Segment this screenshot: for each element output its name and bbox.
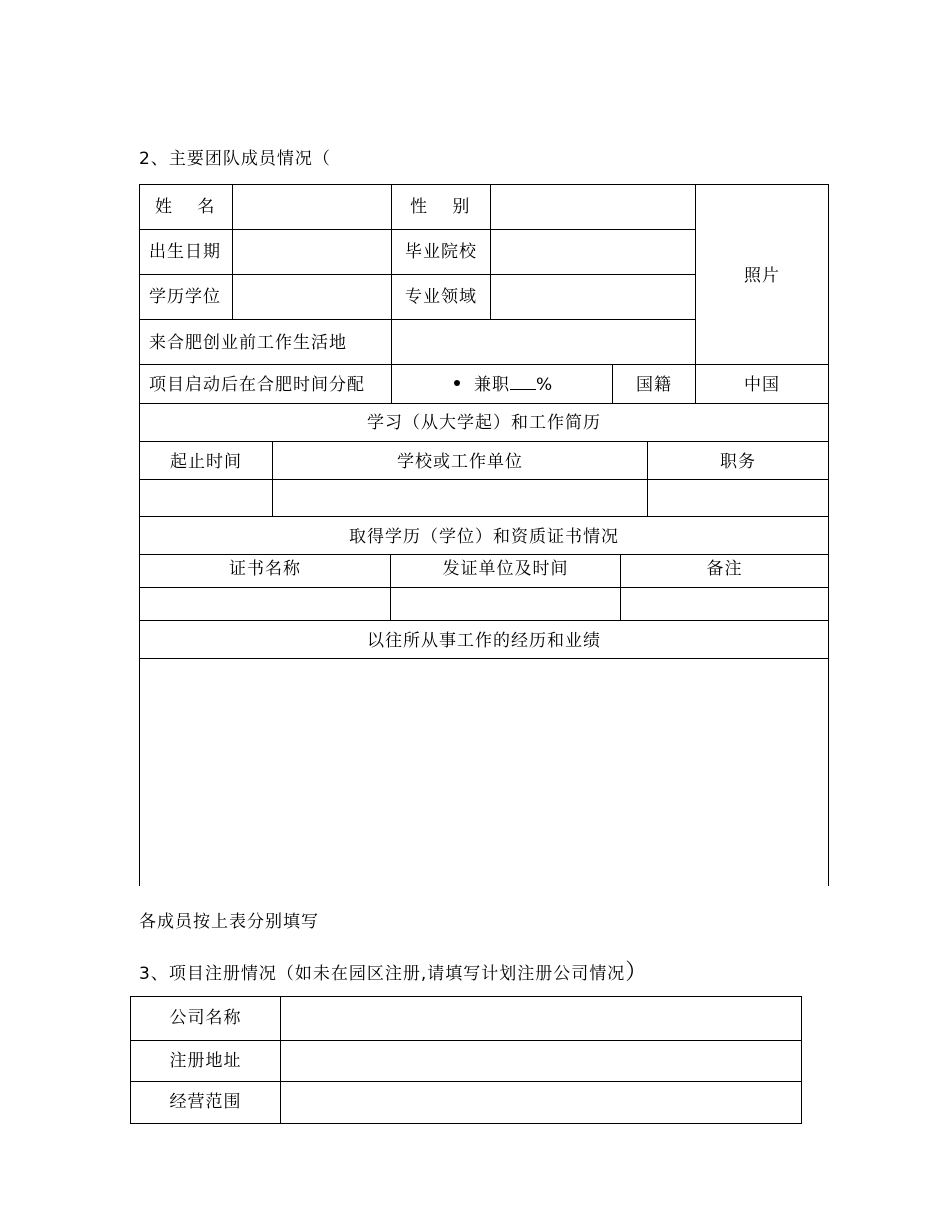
fill-in-note: 各成员按上表分别填写: [139, 912, 319, 932]
certs-issuer-field[interactable]: [391, 588, 620, 620]
percent-blank[interactable]: [510, 375, 536, 390]
company-name-field[interactable]: [281, 997, 801, 1040]
certs-remarks-field[interactable]: [621, 588, 828, 620]
section3-title-text: 3、项目注册情况（如未在园区注册,请填写计划注册公司情况: [139, 964, 626, 984]
registered-address-field[interactable]: [281, 1041, 801, 1081]
label-major: 专业领域: [405, 287, 477, 307]
time-allocation-value[interactable]: [454, 375, 553, 395]
bullet-icon: [454, 380, 460, 386]
label-prior-place: 来合肥创业前工作生活地: [149, 333, 347, 353]
photo-label: 照片: [744, 266, 780, 286]
label-birth-date: 出生日期: [149, 242, 221, 262]
certs-name-field[interactable]: [140, 588, 390, 620]
experience-section-title: 以往所从事工作的经历和业绩: [367, 631, 601, 651]
major-field[interactable]: [491, 275, 694, 319]
table-divider: [139, 364, 829, 365]
label-name: 姓 名: [155, 197, 216, 217]
label-graduate-school: 毕业院校: [405, 242, 477, 262]
table-border-right: [801, 996, 802, 1124]
experience-textarea[interactable]: [140, 659, 828, 885]
label-company-name: 公司名称: [169, 1008, 242, 1028]
table-divider: [139, 441, 829, 442]
table-divider: [391, 184, 392, 403]
certs-section-title: 取得学历（学位）和资质证书情况: [349, 527, 619, 547]
degree-field[interactable]: [233, 275, 390, 319]
gender-field[interactable]: [491, 185, 694, 229]
label-gender: 性 别: [410, 197, 471, 217]
resume-position-field[interactable]: [648, 480, 828, 516]
resume-organization-field[interactable]: [273, 480, 647, 516]
prior-place-field[interactable]: [392, 320, 694, 364]
section3-title: [139, 955, 648, 986]
label-business-scope: 经营范围: [169, 1092, 242, 1112]
certs-col-issuer: 发证单位及时间: [442, 559, 569, 579]
name-field[interactable]: [233, 185, 390, 229]
resume-col-organization: 学校或工作单位: [397, 452, 523, 472]
label-time-allocation: 项目启动后在合肥时间分配: [149, 375, 365, 395]
resume-col-position: 职务: [720, 452, 756, 472]
graduate-school-field[interactable]: [491, 230, 694, 274]
birth-date-field[interactable]: [233, 230, 390, 274]
label-degree: 学历学位: [149, 287, 221, 307]
part-time-label: 兼职: [474, 375, 510, 395]
resume-col-period: 起止时间: [170, 452, 242, 472]
section2-title: 2、主要团队成员情况（: [139, 149, 331, 169]
business-scope-field[interactable]: [281, 1082, 801, 1123]
table-divider: [139, 620, 829, 621]
table-divider: [139, 554, 829, 555]
label-registered-address: 注册地址: [169, 1051, 242, 1071]
resume-section-title: 学习（从大学起）和工作简历: [367, 413, 601, 433]
nationality-value: 中国: [744, 375, 780, 395]
photo-placeholder[interactable]: [696, 185, 828, 364]
section3-title-close: ）: [625, 960, 649, 985]
resume-period-field[interactable]: [140, 480, 272, 516]
table-divider: [139, 516, 829, 517]
certs-col-remarks: 备注: [706, 559, 743, 579]
percent-sign: %: [536, 375, 554, 395]
label-nationality: 国籍: [636, 375, 672, 395]
certs-col-name: 证书名称: [229, 559, 301, 579]
table-border-bottom: [130, 1123, 802, 1124]
table-divider: [139, 403, 829, 404]
table-border-right: [828, 184, 829, 886]
